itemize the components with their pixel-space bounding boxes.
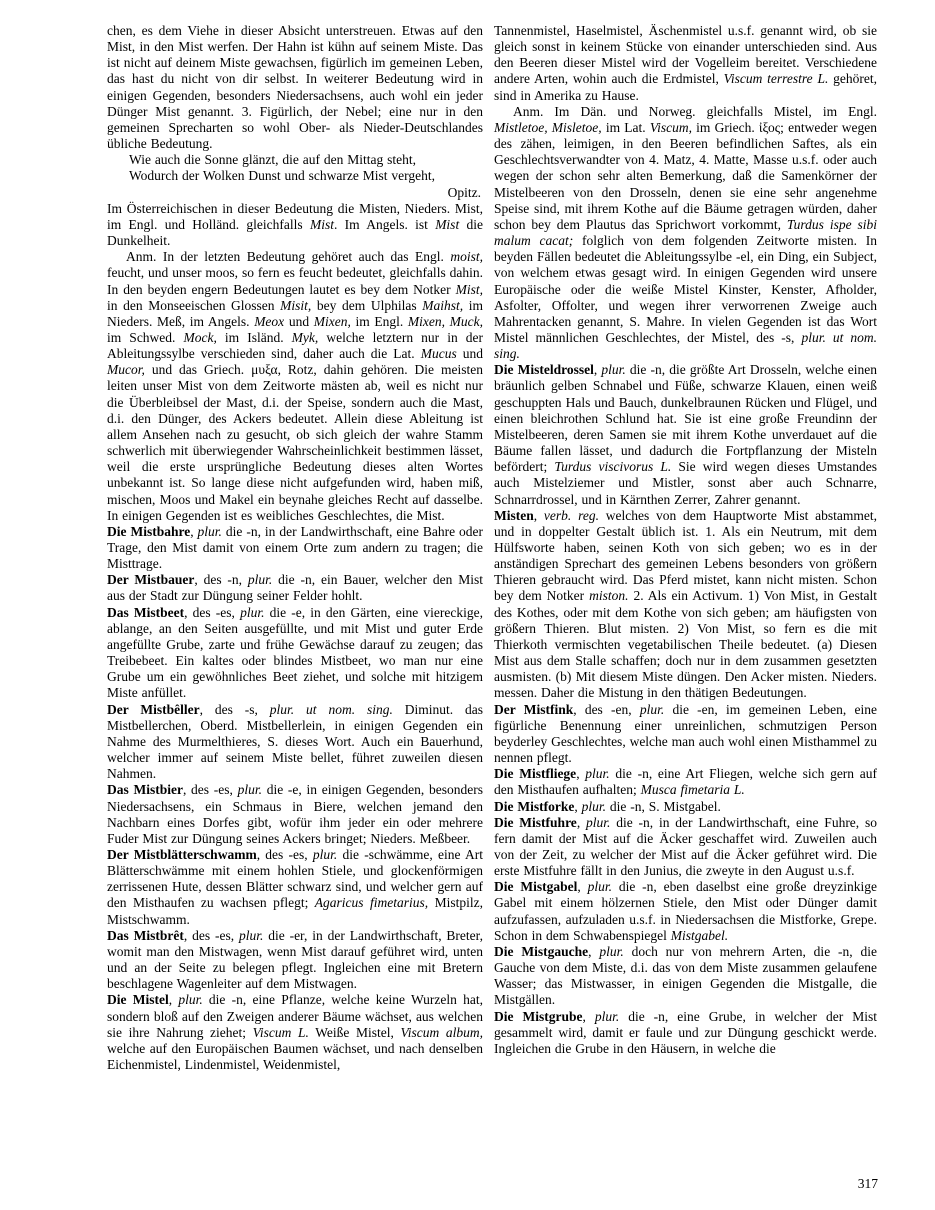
text-segment: gehöret, sind in Amerika zu Hause. [494,71,877,103]
text-segment: Turdus viscivorus L. [554,459,672,475]
headword: Misten [494,507,534,523]
text-segment: , [582,1008,595,1024]
text-segment: welche letztern nur in der Ableitungssylbe verschieden sind, daher auch die Lat. [107,329,483,362]
entry-mistforke [494,799,877,815]
text-segment: , [576,814,587,830]
text-segment: Mock, [183,329,217,345]
text-segment: die -e, in einigen Gegenden, besonders Niedersachsens, ein Schmaus in Biere, welchen jemand den Nachbarn eines Dorfes gibt, wofür ihm jeder ein oder mehrere Fuder Mist zur Düngung seines Ackers bringet; Nieders. Meßbeer. [107,782,483,846]
entry-mistgrube [494,1009,877,1057]
text-segment: Viscum terrestre L. [723,71,829,87]
text-segment: plur. [312,846,338,862]
text-segment: die -n, in der Landwirthschaft, eine Fuhre, so fern damit der Mist auf die Äcker geschaffet wird. Zuweilen auch von der Zeit, zu welcher der Mist auf die Äcker geführet wird. Die erste Mistfuhre fällt in den Junius, die zweyte in den August u.s.f. [494,814,877,879]
headword: Der Mistfink [494,701,574,717]
text-segment: Agaricus fimetarius, [314,895,429,911]
text-segment: die -n, eine Grube, in welcher der Mist gesammelt wird, damit er faule und zur Düngung geschickt werde. Ingleichen die Grube in den Häusern, in welche die [494,1008,877,1056]
text-segment: Mucor, [107,362,145,378]
headword: Der Mistbêller [107,701,200,717]
text-segment: plur. [585,766,610,782]
entry-mistel [107,992,483,1073]
headword: Das Mistbier [107,782,183,798]
text-segment: Tannenmistel, Haselmistel, Äschenmistel u.s.f. genannt wird, ob sie gleich sonst in keinem Stücke von einander unterschieden sind. Aus den Beeren dieser Mistel wird der Vogelleim bereitet. Verschiedene andere Arten, wohin auch die Erdmistel, [494,23,877,87]
right-column [494,23,877,1057]
entry-mistfuhre [494,815,877,880]
text-segment: die -n, ein Bauer, welcher den Mist aus der Stadt zur Düngung seiner Felder hohlt. [107,572,483,604]
text-segment: im Schwed. [107,329,184,345]
text-segment: plur. [587,879,612,895]
text-segment: , des -s, [199,701,270,717]
text-segment: plur. [240,604,265,620]
entry-mistbret [107,928,483,993]
text-segment: die -n, eine Pflanze, welche keine Wurzeln hat, sondern bloß auf den Zweigen anderer Bäume wächset, aus welchen sie ihre Nahrung ziehet; [107,992,483,1040]
text-segment: Mucus [420,346,457,362]
text-segment: im Nieders. Meß, im Angels. [107,297,483,329]
text-segment: plur. [197,523,222,539]
paragraph-anmerkung [494,104,877,363]
text-segment: Viscum album, [400,1024,484,1040]
entry-misteldrossel [494,362,877,507]
text-segment: Viscum, [649,119,692,135]
headword: Die Mistgauche [494,943,589,959]
text-segment: plur. [178,992,203,1008]
paragraph-anmerkung [107,249,483,524]
headword: Die Mistel [107,992,169,1008]
text-segment: Viscum L. [252,1024,309,1040]
text-segment: Mist, [455,281,483,297]
paragraph-mist-continuation [107,23,483,152]
text-segment: 2. Als ein Activum. 1) Von Mist, in Gestalt des Kothes, oder mit dem Kothe von sich geben; am häufigsten von größern Thieren. Blut misten. 2) Von Mist, so fern es die mit Thierkoth vermischten vegetabilischen Theile bedeutet. (a) Diesen Mist aus dem Stalle schaffen; doch nur in dem zusammen gesetzten ausmisten. (b) Mit diesem Miste düngen. Den Acker misten. Nieders. messen. Daher die Mistung in den thätigen Bedeutungen. [494,588,877,701]
entry-mistbeet [107,605,483,702]
text-segment: die -n, eben daselbst eine große dreyzinkige Gabel mit einem hölzernen Stiele, den Mist oder Dünger damit aufzufassen, aufzuladen u.s.f. in Niedersachsen die Mistforke, Grepe. Schon in dem Schwabenspiegel [494,879,877,943]
text-segment: Anm. Im Dän. und Norweg. gleichfalls Mistel, im Engl. [513,103,877,119]
verse-line [129,168,483,184]
text-segment: Misit, [280,297,312,313]
text-segment: miston. [589,588,629,604]
text-segment: Meox [254,313,285,329]
text-segment: doch nur von mehrern Arten, die -n, die Gauche von dem Miste, d.i. das von dem Miste zusammen gelaufene Wasser; das Mistwasser, in einigen Gegenden die Mistgalle, die Mistgällen. [494,943,878,1008]
text-segment: plur. [601,362,626,378]
text-segment: Mistgabel. [670,927,729,943]
entry-mistbeller [107,702,483,783]
verse-line [129,152,483,168]
text-segment: welches von dem Hauptworte Mist abstammet, und in doppelter Gestalt üblich ist. 1. Als ein Neutrum, mit dem Hülfsworte haben, seinen Koth von sich geben; wo es in der anständigen Sprechart des gemeinen Lebens besonders von größern Thieren gebraucht wird. Das Pferd mistet, kann nicht misten. Schon bey dem Notker [494,507,878,604]
text-segment: plur. [594,1008,620,1024]
text-segment: folglich von dem folgenden Zeitworte misten. In beyden Fällen bedeutet die Ableitungssylbe -el, ein Ding, ein Subject, von welchem etwas gesagt wird. In einigen Gegenden wird unsere Europäische oder die weiße Mistel Kinster, Kenster, Afholder, Asfolter, Offolter, und wegen ihrer verworrenen Zweige auch Mahrentacken genannt, S. Mahre. In vielen Gegenden ist das Wort Mistel männlichen Geschlechtes, der Mistel, des -s, [494,233,878,345]
text-segment: die -n, eine Art Fliegen, welche sich gern auf den Misthaufen aufhalten; [494,766,878,798]
text-segment: die -n, S. Mistgabel. [606,798,721,814]
text-segment: feucht, und unser moos, so fern es feucht bedeutet, gleichfalls dahin. In den beyden engern Bedeutungen lautet es bey dem Notker [107,265,483,297]
text-segment: Mixen, Muck, [407,313,483,329]
headword: Die Mistgrube [494,1008,583,1024]
text-segment: die -n, die größte Art Drosseln, welche einen bräunlich gelben Schnabel und Füße, schwarze Klauen, einen weiß geschuppten Hals und Bauch, dunkelbraunen Rücken und Flügel, und einen bleichrothen Schlund hat. Sie ist eine große Freundinn der Mistelbeeren, deren Samen sie mit ihrem Kothe unverdauet auf die Bäume fallen lässet, und dadurch die Fortpflanzung der Misteln befördert; [494,362,878,475]
text-segment: in den Monseeischen Glossen [107,297,281,313]
text-segment: im Engl. [350,313,408,329]
text-segment: plur. [599,943,624,959]
headword: Die Mistgabel [494,879,578,895]
entry-mistblaetterschwamm [107,847,483,928]
text-segment: im Isländ. [216,329,292,345]
text-segment: plur. [237,782,262,798]
text-segment: , des -es, [182,782,238,798]
entry-mistbauer [107,572,483,604]
headword: Das Mistbeet [107,604,185,620]
text-segment: . Im Angels. ist [333,216,436,232]
headword: Die Misteldrossel [494,362,594,378]
entry-misten [494,508,877,702]
text-segment: Mist [435,216,460,232]
text-segment: die -er, in der Landwirthschaft, Breter, womit man den Mistwagen, wenn Mist darauf geführet wird, unten und an der Seite zu belegen pflegt. Ingleichen eine mit Bretern beschlagene Wagenleiter auf dem Mistwagen. [107,927,483,992]
text-segment: , des -es, [183,927,239,943]
text-segment: und [456,346,483,362]
text-segment: die -n, in der Landwirthschaft, eine Bahre oder Trage, den Mist damit von einem Orte zum andern zu tragen; die Misttrage. [107,523,484,572]
left-column [107,23,483,1073]
text-segment: Myk, [291,329,319,345]
headword: Die Mistforke [494,798,575,814]
text-segment: moist, [450,249,483,265]
verse-attribution [107,185,483,201]
text-segment: plur. [581,798,606,814]
text-segment: , [593,362,602,378]
text-segment: plur. [247,572,273,588]
text-segment: plur. [639,701,665,717]
text-segment: , [168,992,179,1008]
text-segment: verb. reg. [543,507,599,523]
text-segment: welche auf den Europäischen Baumen wächset, und nach denselben Eichenmistel, Lindenmistel, Weidenmistel, [107,1040,483,1072]
text-segment: Anm. In der letzten Bedeutung gehöret auch das Engl. [126,249,451,265]
text-segment: und [284,313,314,329]
text-segment: , [190,523,198,539]
text-segment: Maihst, [422,297,464,313]
page-number: 317 [857,1176,878,1191]
headword: Die Mistfliege [494,766,577,782]
text-segment: Wie auch die Sonne glänzt, die auf den Mittag steht, [129,152,416,168]
text-segment: Diminut. das Mistbellerchen, Oberd. Mistbellerlein, in einigen Gegenden ein Nahme des Murmelthieres, S. dieses Wort. Auch ein Bauerhund, welcher immer auf seinem Miste bellet, führet zuweilen diesen Nahmen. [107,701,483,782]
text-segment: plur. [238,927,264,943]
paragraph [107,201,483,249]
text-segment: , des -es, [184,604,241,620]
text-segment: plur. [586,814,611,830]
text-segment: , [576,766,586,782]
text-segment: die -en, im gemeinen Leben, eine figürliche Benennung einer unreinlichen, schmutzigen Person beyderley Geschlechtes, welche man auch wohl einen Misthammel zu nennen pflegt. [494,701,877,766]
text-segment: , des -n, [194,572,248,588]
entry-mistfink [494,702,877,767]
text-segment: Musca fimetaria L. [640,782,745,798]
text-segment: Weiße Mistel, [308,1024,401,1040]
headword: Das Mistbrêt [107,927,184,943]
text-segment: Im Österreichischen in dieser Bedeutung die Misten, Nieders. Mist, im Engl. und Holländ. gleichfalls [107,200,483,232]
entry-mistbahre [107,524,483,572]
text-segment: , des -en, [573,701,640,717]
text-segment: Sie wird wegen dieses Umstandes auch Mistelziemer und Mistler, sonst aber auch Schnarre, Schnarrdrossel, und in Kärnthen Zerrer, Zahrer genannt. [494,459,877,507]
text-segment: , [533,507,544,523]
text-segment: und das Griech. μυξα, Rotz, dahin gehören. Die meisten leiten unser Mist von dem Zeitworte mästen ab, weil es nicht nur die Überbleibsel der Mast, d.i. der Speise, sondern auch die Mast, d.i. den Dünger, des Ackers bedeutet. Allein diese Ableitung ist allem Ansehen nach zu gesucht, ob sich gleich der wahre Stamm schwerlich mit überwiegender Wahrscheinlichkeit bestimmen lässet, weil die erste ursprüngliche Bedeutung dieses alten Wortes unbekannt ist. So lange diese nicht aufgefunden wird, haben miß, mischen, Moos und Makel ein beynahe gleiches Recht auf dasselbe. In einigen Gegenden ist es weibliches Geschlechtes, die Mist. [107,362,483,523]
entry-mistfliege [494,766,877,798]
paragraph-mistel-continuation [494,23,877,104]
text-segment: im Griech. ἰξος; entweder wegen des zähen, leimigen, in den Beeren befindlichen Saftes, als ein Geschlechtsverwandter von 4. Matz, 4. Matte, Masse u.s.f. oder auch wegen der schon sehr alten Bemerkung, daß die Samenkörner der Mistelbeeren von den Drosseln, denen sie eine sehr angenehme Speise sind, mit ihrem Kothe auf die Bäume getragen würden, daher schon bey dem Plautus das Sprichwort vorkommt, [494,119,877,232]
entry-mistgauche [494,944,877,1009]
text-segment: , [588,943,600,959]
text-segment: Mistletoe, Misletoe, [494,119,602,135]
text-segment: Mist [309,216,334,232]
text-segment: plur. ut nom. sing. [494,329,877,362]
text-segment: die -schwämme, eine Art Blätterschwämme mit einem hohlen Stiele, und glockenförmigen zerrissenen Hute, dessen Blätter schwarz sind, und welcher gern auf den Misthaufen zu wachsen pflegt; [107,846,483,911]
text-segment: im Lat. [601,119,650,135]
text-segment: bey dem Ulphilas [311,297,423,313]
text-segment: chen, es dem Viehe in dieser Absicht unterstreuen. Etwas auf den Mist, in den Mist werfen. Der Hahn ist kühn auf seinem Miste. Das ist nicht auf deinem Miste gewachsen, figürlich im gemeinen Leben, das hast du nicht von dir selbst. In weiterer Bedeutung wird in einigen Gegenden, besonders Niedersachsens, auch wohl ein jeder Dünger Mist genannt. 3. Figürlich, der Nebel; eine nur in den gemeinen Sprecharten so wohl Ober- als Nieder-Deutschlandes übliche Bedeutung. [107,23,483,152]
text-segment: , [574,798,582,814]
headword: Die Mistbahre [107,523,191,539]
text-segment: Turdus ispe sibi malum cacat; [494,216,877,249]
text-segment: , des -es, [256,846,313,862]
text-segment: Mixen, [313,313,351,329]
text-segment: die -e, in den Gärten, eine viereckige, ablange, an den Seiten ausgefüllte, und mit Mist und guter Erde angefüllte Grube, zarte und frühe Gewächse darauf zu zeugen; das Treibebeet. Ein kaltes oder blindes Mistbeet, wo man nur eine Grube um ein gewöhnliches Beet ziehet, und solche mit hitzigem Miste anfüllet. [107,604,483,701]
headword: Der Mistblätterschwamm [107,846,257,862]
text-segment: die Dunkelheit. [107,216,483,249]
headword: Die Mistfuhre [494,814,577,830]
text-segment: Wodurch der Wolken Dunst und schwarze Mist vergeht, [129,168,436,184]
headword: Der Mistbauer [107,572,195,588]
text-segment: Opitz. [447,184,481,200]
entry-mistgabel [494,879,877,944]
text-segment: plur. ut nom. sing. [269,701,393,717]
text-segment: , [577,879,588,895]
text-segment: Mistpilz, Mistschwamm. [107,895,483,927]
entry-mistbier [107,782,483,847]
